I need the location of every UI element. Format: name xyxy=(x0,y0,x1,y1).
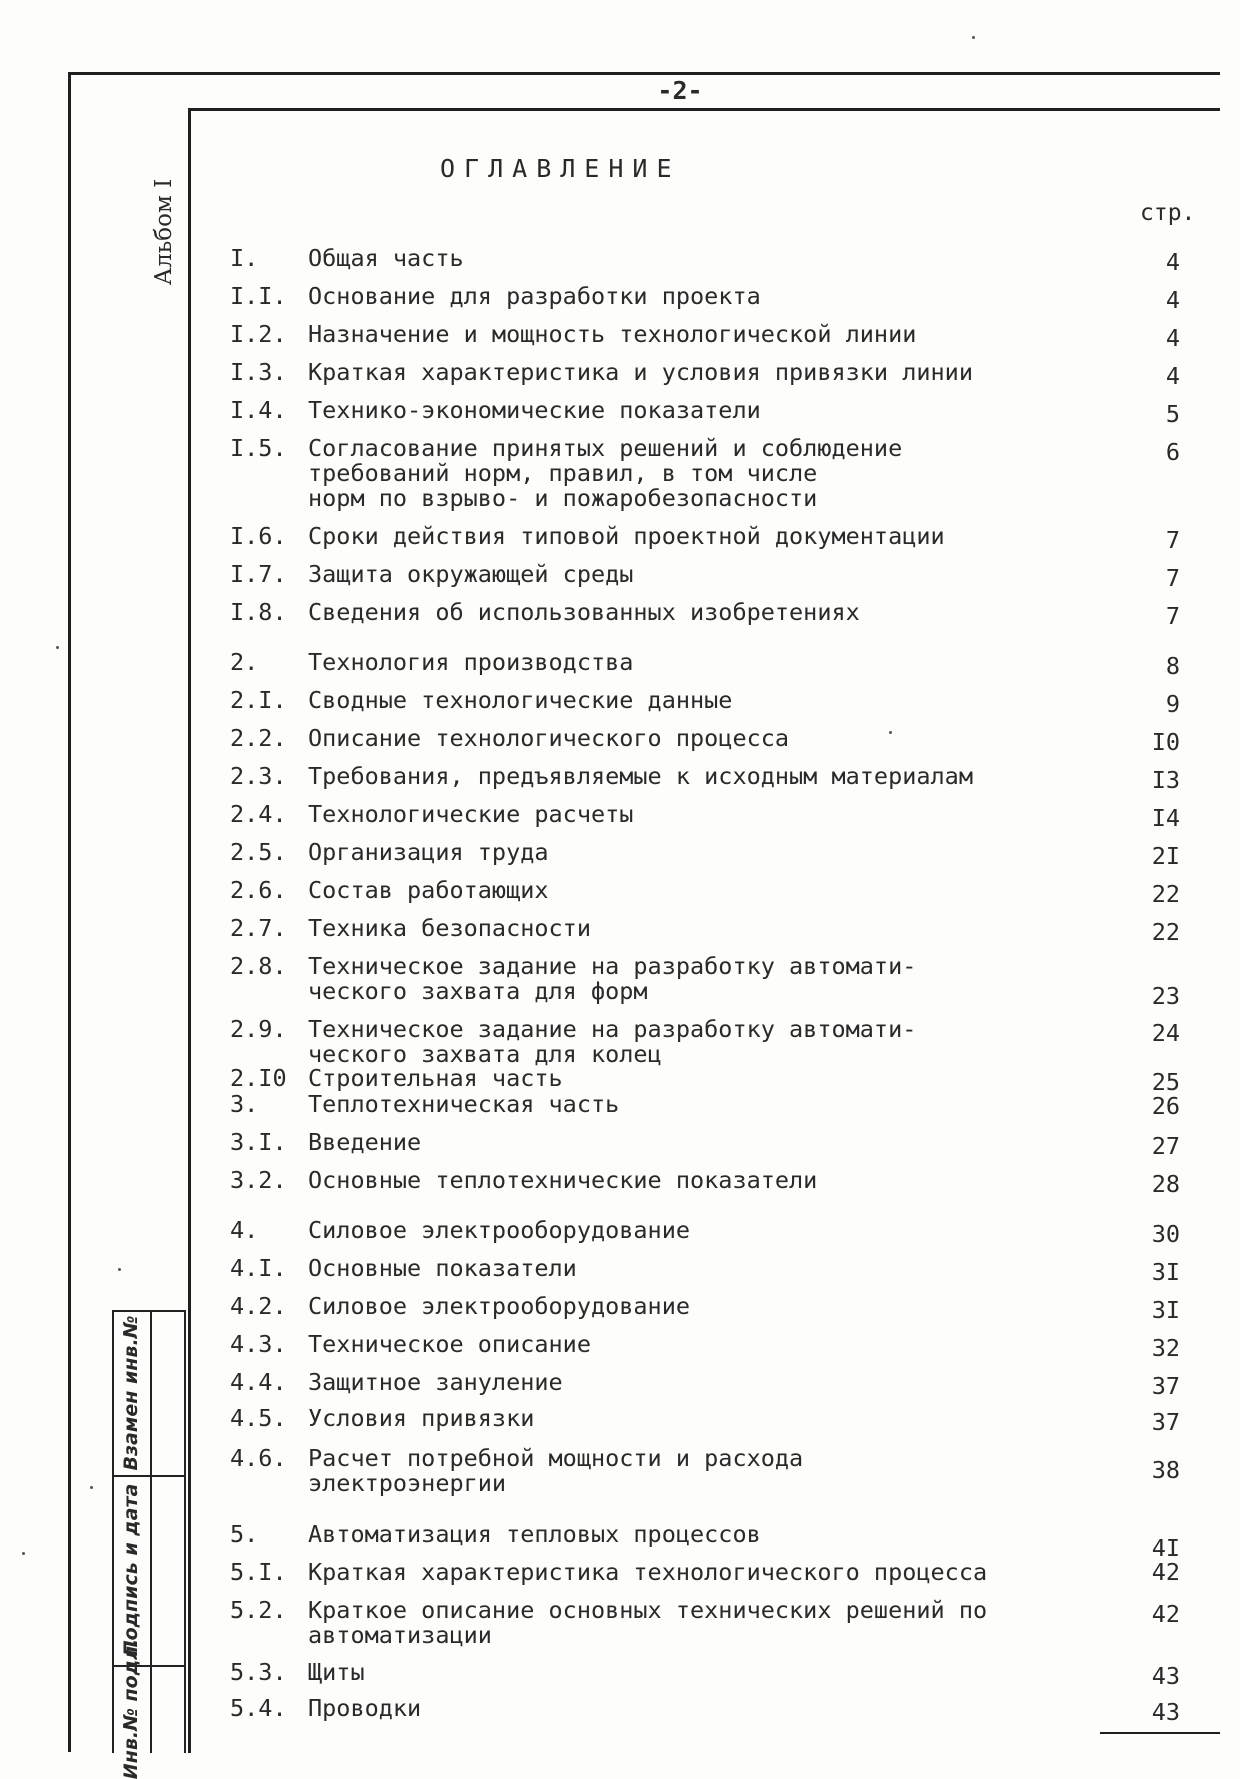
toc-entry-title: Общая часть xyxy=(308,244,464,272)
toc-entry-page: 7 xyxy=(1165,526,1180,554)
toc-entry-title: Краткая характеристика и условия привязки линии xyxy=(308,358,973,386)
toc-entry-title: Сроки действия типовой проектной документации xyxy=(308,522,945,550)
album-label: Альбом I xyxy=(151,178,177,286)
toc-entry-title: Проводки xyxy=(308,1694,422,1722)
toc-entry-number: I. xyxy=(230,244,259,272)
stamp-cell-signature-date xyxy=(112,1475,150,1665)
toc-entry-number: I.7. xyxy=(230,560,287,588)
document-title: ОГЛАВЛЕНИЕ xyxy=(440,154,681,183)
toc-entry-number: 2.3. xyxy=(230,762,287,790)
toc-entry-number: 4.I. xyxy=(230,1254,287,1282)
toc-entry-title: Техническое задание на разработку автомати- ческого захвата для форм xyxy=(308,952,917,1005)
frame-line-top-outer xyxy=(68,72,1220,75)
toc-entry-page: 22 xyxy=(1151,880,1180,908)
toc-entry-page: 23 xyxy=(1151,982,1180,1010)
stamp-label-signature-date: Подпись и дата xyxy=(120,1483,142,1657)
toc-entry-number: I.4. xyxy=(230,396,287,424)
page-column-header: стр. xyxy=(1140,200,1196,226)
stamp-label-replacement-inventory: Взамен инв.№ xyxy=(120,1314,142,1471)
toc-entry-number: 2.2. xyxy=(230,724,287,752)
toc-entry-page: 2I xyxy=(1151,842,1180,870)
toc-entry-number: 2. xyxy=(230,648,259,676)
toc-entry-number: 3.I. xyxy=(230,1128,287,1156)
stamp-label-original-inventory: Инв.№ подл. xyxy=(120,1638,142,1779)
toc-entry-title: Состав работающих xyxy=(308,876,549,904)
toc-entry-number: 4.5. xyxy=(230,1404,287,1432)
toc-entry-number: I.3. xyxy=(230,358,287,386)
frame-line-bottom xyxy=(1100,1732,1220,1734)
toc-entry-title: Описание технологического процесса xyxy=(308,724,790,752)
toc-entry-number: 5.I. xyxy=(230,1558,287,1586)
stamp-cell-original-inventory xyxy=(112,1638,150,1779)
scan-speck xyxy=(118,1268,121,1271)
toc-entry-number: 4.6. xyxy=(230,1444,287,1472)
toc-entry-page: 7 xyxy=(1165,564,1180,592)
toc-entry-title: Техническое описание xyxy=(308,1330,591,1358)
toc-entry-page: 22 xyxy=(1151,918,1180,946)
toc-entry-title: Согласование принятых решений и соблюдение требований норм, правил, в том числе норм по взрыво- и пожаробезопасности xyxy=(308,434,903,512)
toc-entry-page: 27 xyxy=(1151,1132,1180,1160)
toc-entry-title: Автоматизация тепловых процессов xyxy=(308,1520,761,1548)
toc-entry-number: I.6. xyxy=(230,522,287,550)
toc-entry-page: 5 xyxy=(1165,400,1180,428)
toc-entry-title: Техника безопасности xyxy=(308,914,591,942)
toc-entry-page: 7 xyxy=(1165,602,1180,630)
toc-entry-page: 3I xyxy=(1151,1296,1180,1324)
toc-entry-page: 26 xyxy=(1151,1092,1180,1120)
toc-entry-number: I.5. xyxy=(230,434,287,462)
toc-entry-number: 4.4. xyxy=(230,1368,287,1396)
toc-entry-title: Назначение и мощность технологической линии xyxy=(308,320,917,348)
toc-entry-title: Защита окружающей среды xyxy=(308,560,634,588)
toc-entry-page: 24 xyxy=(1151,1019,1180,1047)
stamp-cell-replacement-inventory xyxy=(112,1310,150,1475)
toc-entry-title: Сведения об использованных изобретениях xyxy=(308,598,860,626)
toc-entry-title: Силовое электрооборудование xyxy=(308,1292,691,1320)
scan-speck xyxy=(56,646,59,649)
toc-entry-number: 2.5. xyxy=(230,838,287,866)
toc-entry-number: 2.4. xyxy=(230,800,287,828)
page-number: -2- xyxy=(657,76,703,105)
toc-entry-number: 5.3. xyxy=(230,1658,287,1686)
toc-entry-title: Организация труда xyxy=(308,838,549,866)
toc-entry-number: 2.I0 xyxy=(230,1064,287,1092)
toc-entry-page: I0 xyxy=(1151,728,1180,756)
toc-entry-page: 3I xyxy=(1151,1258,1180,1286)
toc-entry-title: Требования, предъявляемые к исходным материалам xyxy=(308,762,973,790)
toc-entry-number: 2.9. xyxy=(230,1015,287,1043)
toc-entry-number: I.I. xyxy=(230,282,287,310)
toc-entry-title: Основание для разработки проекта xyxy=(308,282,761,310)
toc-entry-page: 32 xyxy=(1151,1334,1180,1362)
side-stamp-table xyxy=(112,1310,186,1779)
toc-entry-number: 2.6. xyxy=(230,876,287,904)
frame-line-left-inner xyxy=(188,108,191,1753)
scan-speck xyxy=(90,1486,93,1489)
frame-line-top-inner xyxy=(188,108,1220,111)
toc-entry-number: 5.2. xyxy=(230,1596,287,1624)
toc-entry-number: 2.I. xyxy=(230,686,287,714)
toc-entry-page: 8 xyxy=(1165,652,1180,680)
toc-entry-title: Краткая характеристика технологического процесса xyxy=(308,1558,988,1586)
toc-entry-title: Условия привязки xyxy=(308,1404,535,1432)
toc-entry-page: 42 xyxy=(1151,1558,1180,1586)
toc-entry-page: 4 xyxy=(1165,324,1180,352)
toc-entry-page: 43 xyxy=(1151,1662,1180,1690)
scan-speck xyxy=(22,1552,25,1555)
toc-entry-page: 30 xyxy=(1151,1220,1180,1248)
toc-entry-title: Расчет потребной мощности и расхода электроэнергии xyxy=(308,1444,804,1497)
toc-entry-number: 4. xyxy=(230,1216,259,1244)
toc-entry-title: Строительная часть xyxy=(308,1064,563,1092)
toc-entry-title: Основные теплотехнические показатели xyxy=(308,1166,818,1194)
toc-entry-page: 28 xyxy=(1151,1170,1180,1198)
toc-entry-page: 4 xyxy=(1165,248,1180,276)
toc-entry-page: I4 xyxy=(1151,804,1180,832)
toc-entry-number: 4.3. xyxy=(230,1330,287,1358)
toc-entry-page: 37 xyxy=(1151,1372,1180,1400)
toc-entry-title: Техническое задание на разработку автомати- ческого захвата для колец xyxy=(308,1015,917,1068)
toc-entry-page: 6 xyxy=(1165,438,1180,466)
toc-entry-number: 3.2. xyxy=(230,1166,287,1194)
toc-entry-title: Щиты xyxy=(308,1658,365,1686)
frame-line-left-outer xyxy=(68,72,71,1752)
toc-entry-page: 38 xyxy=(1151,1456,1180,1484)
toc-entry-page: 4I xyxy=(1151,1534,1180,1562)
toc-entry-page: 4 xyxy=(1165,362,1180,390)
toc-entry-page: 4 xyxy=(1165,286,1180,314)
toc-entry-number: 5. xyxy=(230,1520,259,1548)
toc-entry-page: 37 xyxy=(1151,1408,1180,1436)
toc-entry-title: Сводные технологические данные xyxy=(308,686,733,714)
scan-speck xyxy=(972,36,975,39)
toc-entry-title: Введение xyxy=(308,1128,422,1156)
toc-entry-title: Краткое описание основных технических решений по автоматизации xyxy=(308,1596,988,1649)
toc-entry-number: 2.7. xyxy=(230,914,287,942)
toc-entry-title: Технико-экономические показатели xyxy=(308,396,761,424)
toc-entry-title: Теплотехническая часть xyxy=(308,1090,620,1118)
toc-entry-title: Защитное зануление xyxy=(308,1368,563,1396)
toc-entry-number: I.2. xyxy=(230,320,287,348)
toc-entry-page: I3 xyxy=(1151,766,1180,794)
toc-entry-number: 5.4. xyxy=(230,1694,287,1722)
toc-entry-number: 3. xyxy=(230,1090,259,1118)
toc-entry-page: 42 xyxy=(1151,1600,1180,1628)
toc-entry-title: Технологические расчеты xyxy=(308,800,634,828)
toc-entry-title: Силовое электрооборудование xyxy=(308,1216,691,1244)
toc-entry-number: 2.8. xyxy=(230,952,287,980)
toc-entry-title: Основные показатели xyxy=(308,1254,577,1282)
toc-entry-title: Технология производства xyxy=(308,648,634,676)
toc-entry-page: 25 xyxy=(1151,1068,1180,1096)
toc-entry-page: 43 xyxy=(1151,1698,1180,1726)
toc-entry-number: I.8. xyxy=(230,598,287,626)
toc-entry-page: 9 xyxy=(1165,690,1180,718)
toc-entry-number: 4.2. xyxy=(230,1292,287,1320)
